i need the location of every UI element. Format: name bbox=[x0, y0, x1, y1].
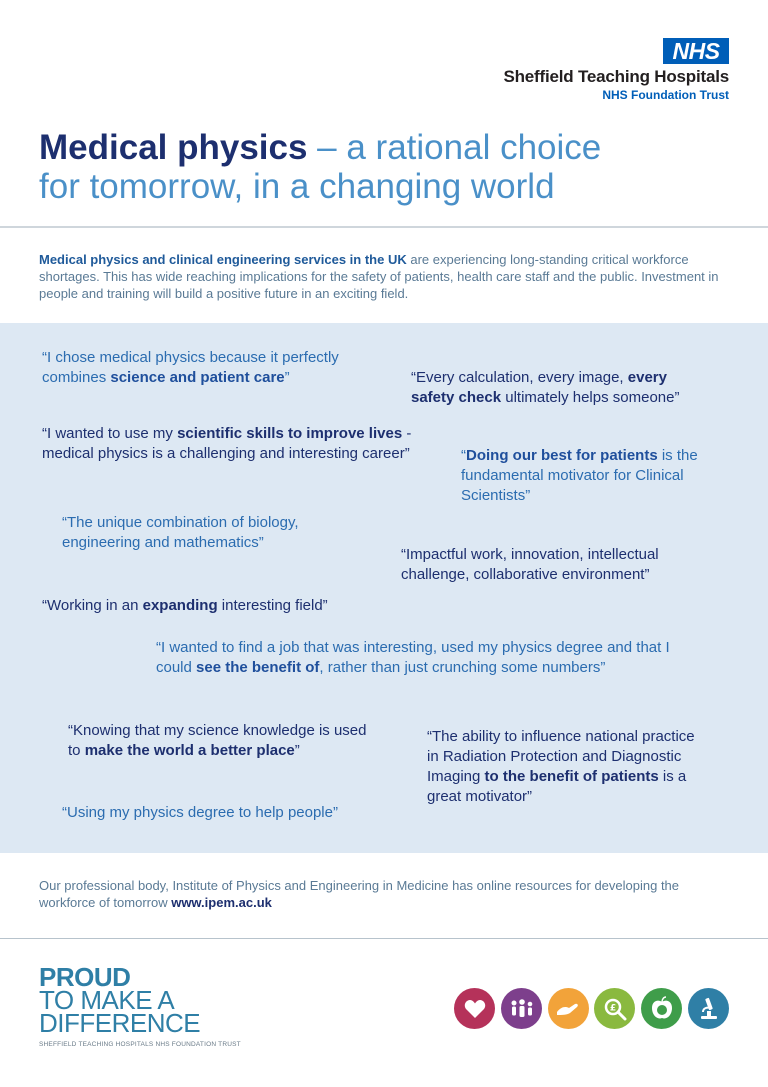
quote-3-bold: scientific skills to improve lives bbox=[177, 425, 403, 442]
quote-8-bold: see the benefit of bbox=[196, 659, 320, 676]
magnify-pound-icon bbox=[594, 988, 635, 1029]
intro-paragraph bbox=[39, 251, 729, 302]
quote-1-bold: science and patient care bbox=[110, 369, 285, 386]
title-line2: for tomorrow, in a changing world bbox=[39, 167, 555, 206]
divider-bottom bbox=[0, 938, 768, 939]
quote-7-end: interesting field” bbox=[217, 597, 328, 614]
quote-4-end: is the fundamental motivator for Clinical Scientists” bbox=[461, 447, 698, 504]
quote-9 bbox=[68, 721, 368, 761]
quote-7-bold: expanding bbox=[142, 597, 218, 614]
quote-9-text: “Knowing that my science knowledge is used to bbox=[68, 722, 367, 759]
quote-11-text: “Using my physics degree to help people” bbox=[62, 804, 338, 821]
quote-1 bbox=[42, 348, 387, 388]
quote-8-end: , rather than just crunching some numbers” bbox=[319, 659, 606, 676]
footer-paragraph bbox=[39, 877, 729, 911]
quote-6 bbox=[401, 545, 701, 585]
proud-logo bbox=[39, 962, 201, 1038]
quote-4-bold: Doing our best for patients bbox=[466, 447, 658, 464]
quote-3-text: “I wanted to use my bbox=[42, 425, 178, 442]
organisation-name bbox=[503, 66, 729, 102]
people-icon bbox=[501, 988, 542, 1029]
quote-3-end: - medical physics is a challenging and interesting career” bbox=[42, 425, 412, 462]
page-title bbox=[39, 128, 601, 206]
quotes-panel bbox=[0, 323, 768, 853]
nhs-logo: NHS bbox=[663, 38, 729, 64]
quote-9-end: ” bbox=[294, 742, 300, 759]
proud-subtitle: SHEFFIELD TEACHING HOSPITALS NHS FOUNDATION TRUST bbox=[39, 1041, 241, 1048]
org-name: Sheffield Teaching Hospitals bbox=[503, 67, 729, 86]
quote-10 bbox=[427, 727, 697, 807]
org-trust: NHS Foundation Trust bbox=[602, 88, 729, 102]
quote-2-text: “Every calculation, every image, bbox=[411, 369, 628, 386]
title-bold: Medical physics bbox=[39, 128, 308, 167]
quote-10-text: “The ability to influence national practice in Radiation Protection and Diagnostic Imaging bbox=[427, 728, 695, 785]
quote-1-text: “I chose medical physics because it perfectly combines bbox=[42, 349, 339, 386]
quote-6-text: “Impactful work, innovation, intellectual challenge, collaborative environment” bbox=[401, 546, 659, 583]
quote-4 bbox=[461, 446, 706, 506]
heart-icon bbox=[454, 988, 495, 1029]
quote-3 bbox=[42, 424, 447, 464]
quote-2-end: ultimately helps someone” bbox=[501, 389, 680, 406]
ipem-link[interactable]: www.ipem.ac.uk bbox=[171, 895, 272, 910]
intro-bold: Medical physics and clinical engineering services in the UK bbox=[39, 252, 407, 267]
quote-10-end: is a great motivator” bbox=[427, 768, 687, 805]
quote-10-bold: to the benefit of patients bbox=[484, 768, 659, 785]
hands-icon bbox=[548, 988, 589, 1029]
globe-apple-icon bbox=[641, 988, 682, 1029]
quote-4-text: “ bbox=[461, 447, 466, 464]
quote-8-text: “I wanted to find a job that was interesting, used my physics degree and that I could bbox=[156, 639, 670, 676]
quote-5 bbox=[62, 513, 332, 553]
quote-5-text: “The unique combination of biology, engineering and mathematics” bbox=[62, 514, 299, 551]
divider-top bbox=[0, 226, 768, 228]
quote-2-bold: every safety check bbox=[411, 369, 667, 406]
quote-1-end: ” bbox=[284, 369, 290, 386]
svg-text:£: £ bbox=[609, 1003, 616, 1013]
microscope-icon bbox=[688, 988, 729, 1029]
quote-7-text: “Working in an bbox=[42, 597, 143, 614]
footer-text: Our professional body, Institute of Physics and Engineering in Medicine has online resources for developing the workforce of tomorrow bbox=[39, 878, 680, 910]
quote-8 bbox=[156, 638, 696, 678]
intro-text: are experiencing long-standing critical workforce shortages. This has wide reaching implications for the safety of patients, health care staff and the public. Investment in people and training will build a positive future in an exciting field. bbox=[39, 252, 719, 301]
quote-11 bbox=[62, 803, 382, 823]
proud-line1: PROUD bbox=[39, 962, 131, 992]
proud-line3: DIFFERENCE bbox=[39, 1008, 201, 1038]
quote-2 bbox=[411, 368, 711, 408]
title-rest: – a rational choice bbox=[307, 128, 602, 167]
quote-9-bold: make the world a better place bbox=[84, 742, 295, 759]
proud-line2: TO MAKE A bbox=[39, 985, 175, 1015]
quote-7 bbox=[42, 596, 402, 616]
